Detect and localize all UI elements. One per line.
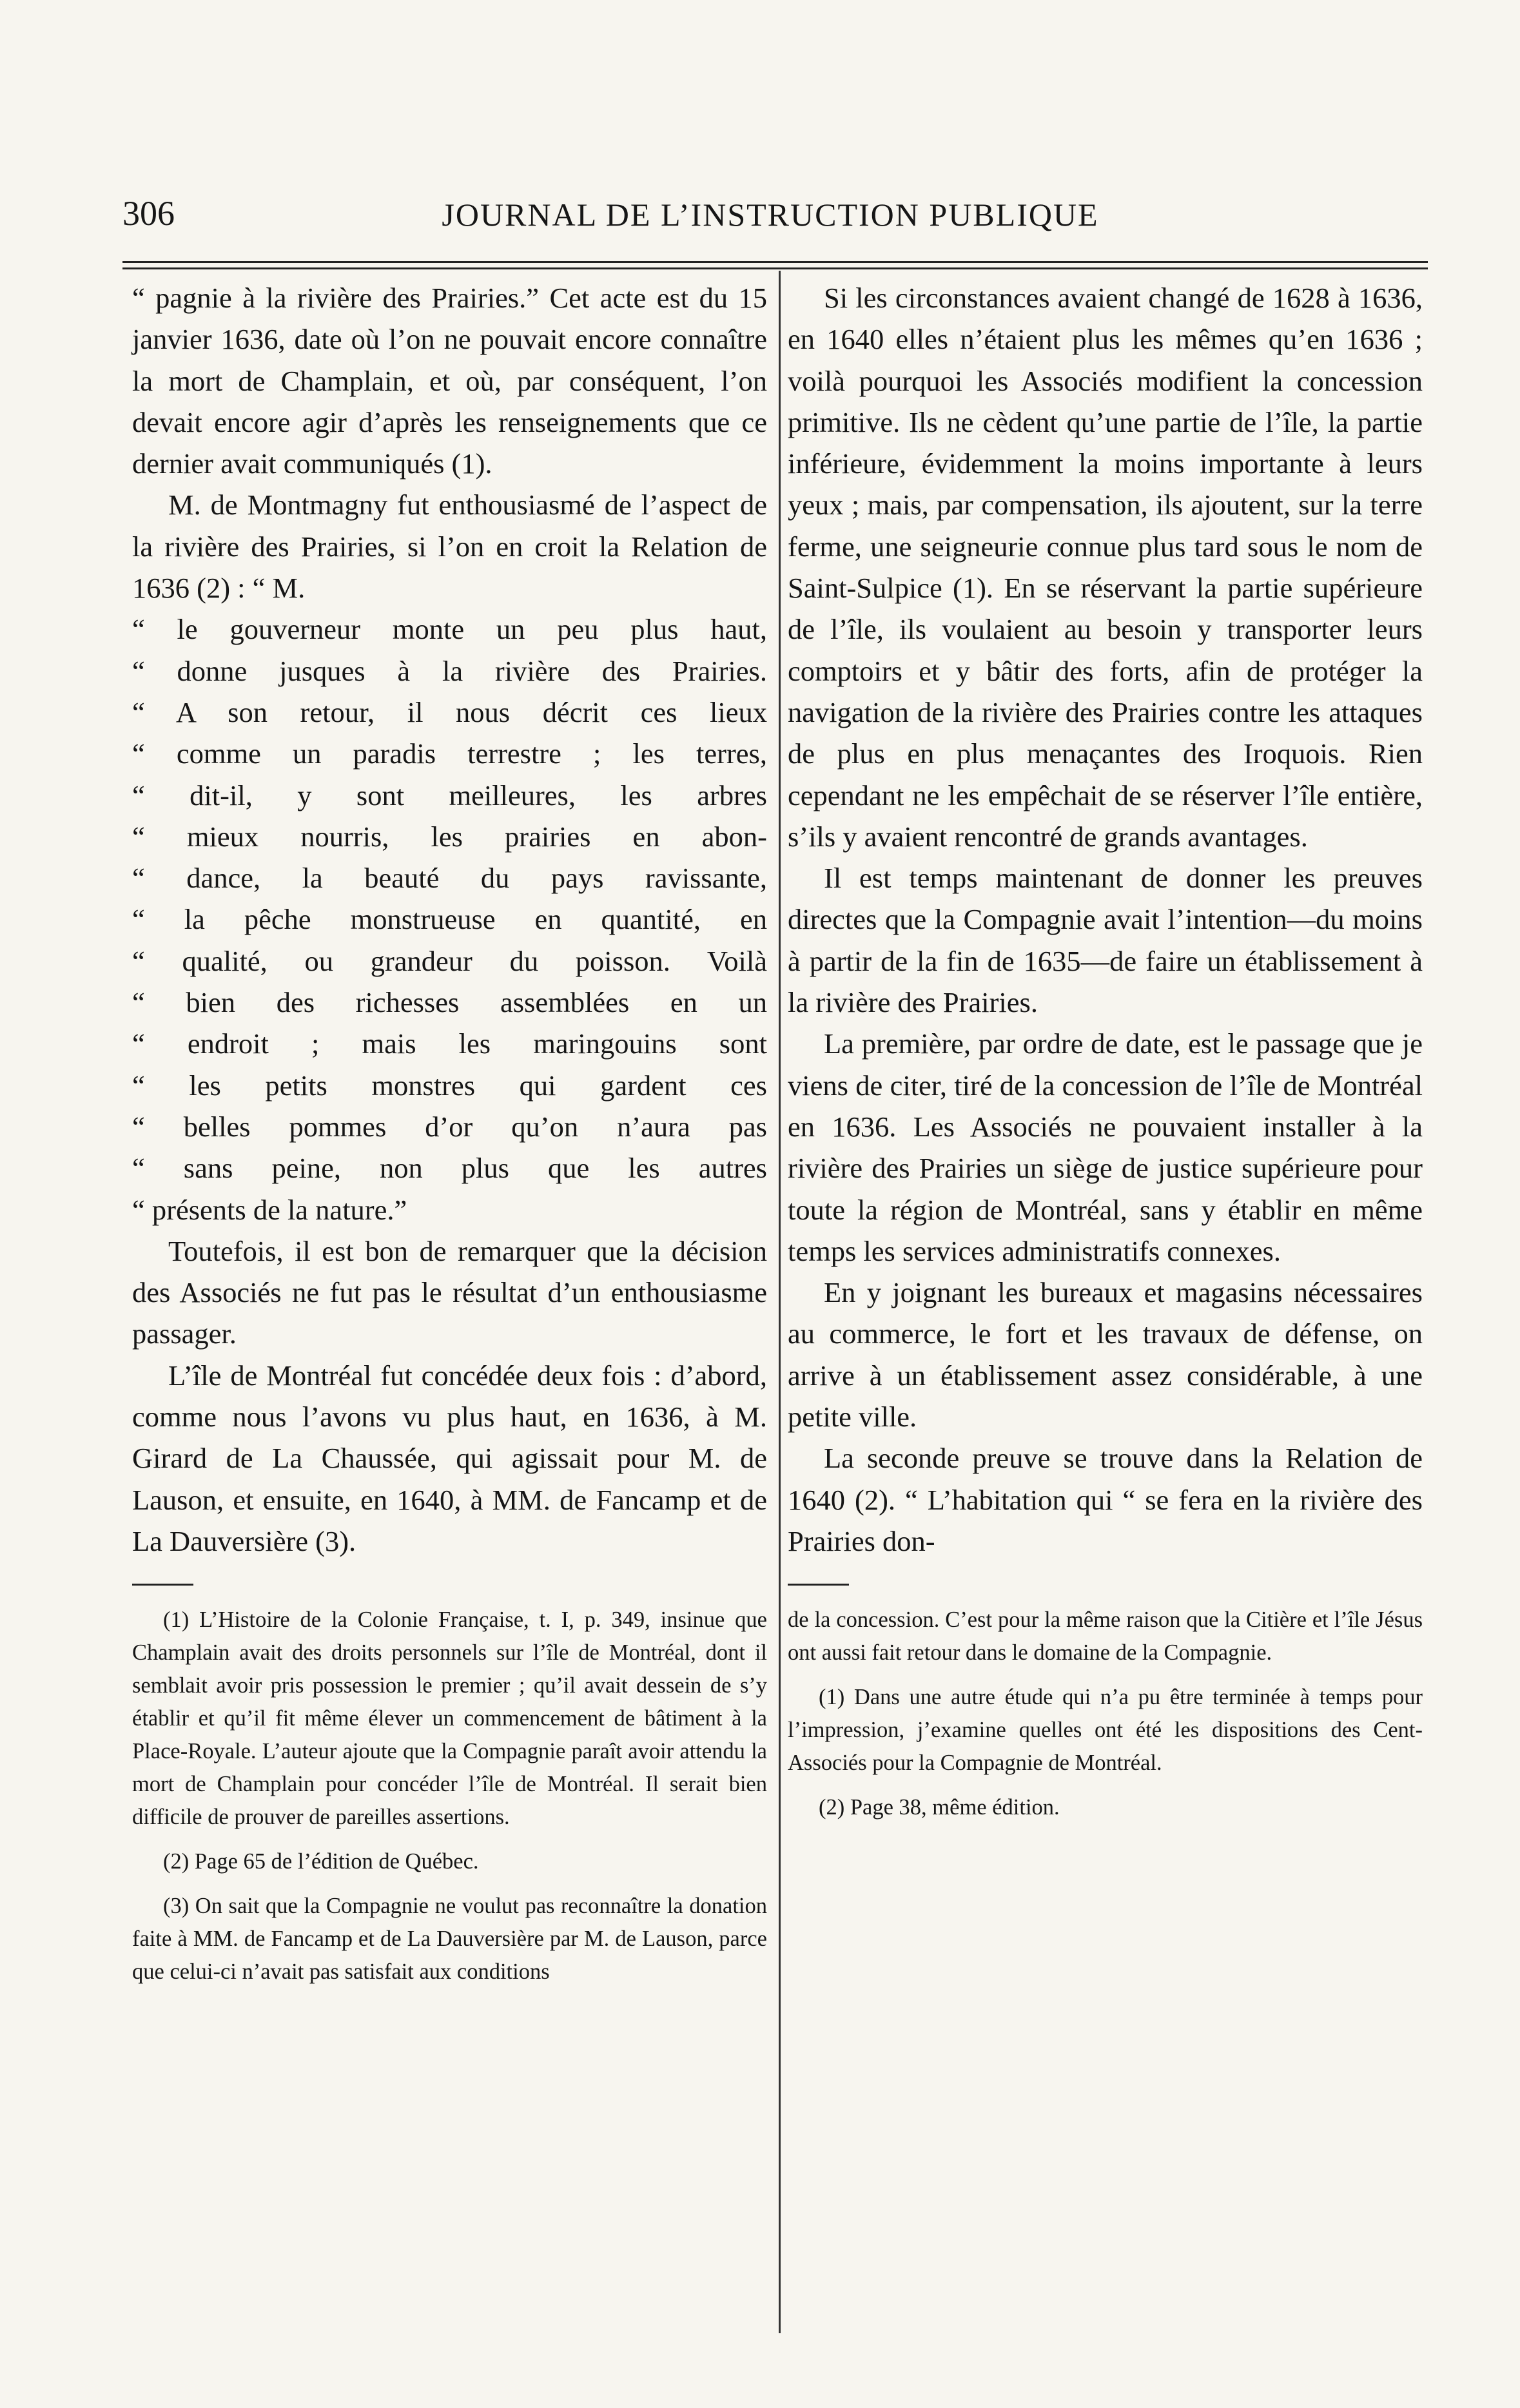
right-column: [788, 277, 1423, 1836]
footnote-1: (1) Dans une autre étude qui n’a pu être terminée à temps pour l’impression, j’examine quelles ont été les dispositions des Cent-Associés pour la Compagnie de Montréal.: [788, 1685, 1423, 1776]
left-paragraph-3: Toutefois, il est bon de remarquer que la décision des Associés ne fut pas le résultat d’un enthousiasme passager.: [132, 1234, 767, 1350]
footnote-separator: [132, 1584, 193, 1586]
quote-line: “ dance, la beauté du pays ravissante,: [132, 862, 767, 895]
quote-line: “ belles pommes d’or qu’on n’aura pas: [132, 1110, 767, 1143]
quote-line: “ bien des richesses assemblées en un: [132, 986, 767, 1019]
quote-line: “ présents de la nature.”: [132, 1193, 407, 1226]
right-paragraph-5: La seconde preuve se trouve dans la Relation de 1640 (2). “ L’habitation qui “ se fera en la rivière des Prairies don-: [788, 1442, 1423, 1557]
right-footnotes: [788, 1604, 1423, 1824]
left-paragraph-1: “ pagnie à la rivière des Prairies.” Cet acte est du 15 janvier 1636, date où l’on ne pouvait encore connaître la mort de Champlain, et où, par conséquent, l’on devait encore agir d’après les renseignements que ce dernier avait communiqués (1).: [132, 282, 767, 480]
quote-line: “ les petits monstres qui gardent ces: [132, 1069, 767, 1102]
left-body: [132, 277, 767, 1562]
left-paragraph-4: L’île de Montréal fut concédée deux fois : d’abord, comme nous l’avons vu plus haut, en 1636, à M. Girard de La Chaussée, qui agissait pour M. de Lauson, et ensuite, en 1640, à MM. de Fancamp et de La Dauversière (3).: [132, 1359, 767, 1557]
right-paragraph-1: Si les circonstances avaient changé de 1628 à 1636, en 1640 elles n’étaient plus les mêmes qu’en 1636 ; voilà pourquoi les Associés modifient la concession primitive. Ils ne cèdent qu’une partie de l’île, la partie inférieure, évidemment la moins importante à leurs yeux ; mais, par compensation, ils ajoutent, sur la terre ferme, une seigneurie connue plus tard sous le nom de Saint-Sulpice (1). En se réservant la partie supérieure de l’île, ils voulaient au besoin y transporter leurs comptoirs et y bâtir des forts, afin de protéger la navigation de la rivière des Prairies contre les attaques de plus en plus menaçantes des Iroquois. Rien cependant ne les empêchait de se réserver l’île entière, s’ils y avaient rencontré de grands avantages.: [788, 282, 1423, 853]
quote-line: “ le gouverneur monte un peu plus haut,: [132, 613, 767, 646]
column-divider: [779, 271, 781, 2333]
header-rule: [122, 261, 1428, 263]
page-number: 306: [122, 194, 175, 233]
right-body: [788, 277, 1423, 1562]
left-column: [132, 277, 767, 2000]
footnote-3: (3) On sait que la Compagnie ne voulut pas reconnaître la donation faite à MM. de Fancamp et de La Dauversière par M. de Lauson, parce que celui-ci n’avait pas satisfait aux conditions: [132, 1894, 767, 1985]
quote-line: “ donne jusques à la rivière des Prairies.: [132, 654, 767, 687]
right-paragraph-3: La première, par ordre de date, est le passage que je viens de citer, tiré de la concession de l’île de Montréal en 1636. Les Associés ne pouvaient installer à la rivière des Prairies un siège de justice supérieure pour toute la région de Montréal, sans y établir en même temps les services administratifs connexes.: [788, 1027, 1423, 1267]
quote-line: “ mieux nourris, les prairies en abon-: [132, 820, 767, 853]
quote-line: “ dit-il, y sont meilleures, les arbres: [132, 779, 767, 811]
quote-line: “ la pêche monstrueuse en quantité, en: [132, 903, 767, 936]
footnote-2: (2) Page 65 de l’édition de Québec.: [163, 1849, 479, 1874]
left-paragraph-2: M. de Montmagny fut enthousiasmé de l’aspect de la rivière des Prairies, si l’on en croit la Relation de 1636 (2) : “ M.: [132, 489, 767, 605]
header-rule-double: [122, 267, 1428, 269]
right-paragraph-4: En y joignant les bureaux et magasins nécessaires au commerce, le fort et les travaux de défense, on arrive à un établissement assez considérable, à une petite ville.: [788, 1276, 1423, 1433]
footnote-separator: [788, 1584, 849, 1586]
footnote-continuation: de la concession. C’est pour la même raison que la Citière et l’île Jésus ont aussi fait retour dans le domaine de la Compagnie.: [788, 1607, 1423, 1665]
relation-quote: [132, 608, 767, 1230]
quote-line: “ comme un paradis terrestre ; les terres,: [132, 737, 767, 770]
footnote-2: (2) Page 38, même édition.: [819, 1795, 1060, 1820]
quote-line: “ qualité, ou grandeur du poisson. Voilà: [132, 944, 767, 977]
running-title: JOURNAL DE L’INSTRUCTION PUBLIQUE: [442, 197, 1099, 233]
page-header: [122, 193, 1418, 245]
quote-line: “ A son retour, il nous décrit ces lieux: [132, 695, 767, 728]
quote-line: “ sans peine, non plus que les autres: [132, 1152, 767, 1185]
quote-line: “ endroit ; mais les maringouins sont: [132, 1027, 767, 1060]
right-paragraph-2: Il est temps maintenant de donner les preuves directes que la Compagnie avait l’intention—du moins à partir de la fin de 1635—de faire un établissement à la rivière des Prairies.: [788, 862, 1423, 1019]
footnote-1: (1) L’Histoire de la Colonie Française, t. I, p. 349, insinue que Champlain avait des droits personnels sur l’île de Montréal, dont il semblait avoir pris possession le premier ; qu’il avait dessein de s’y établir et qu’il fit même élever un commencement de bâtiment à la Place-Royale. L’auteur ajoute que la Compagnie paraît avoir attendu la mort de Champlain pour concéder l’île de Montréal. Il serait bien difficile de prouver de pareilles assertions.: [132, 1607, 767, 1830]
left-footnotes: [132, 1604, 767, 1988]
